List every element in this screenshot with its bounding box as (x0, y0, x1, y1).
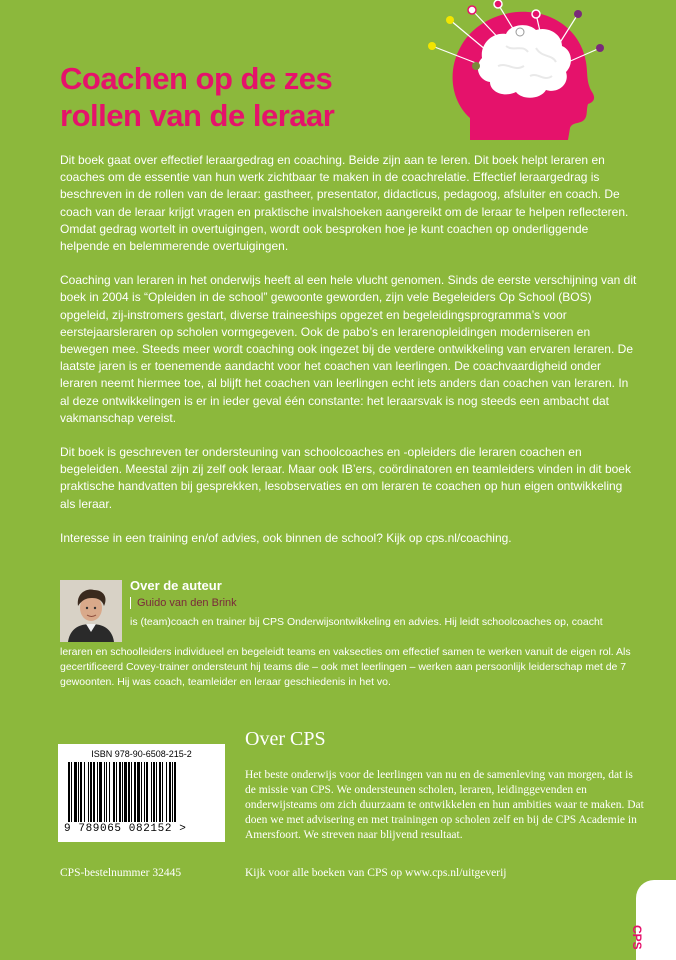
paragraph: Interesse in een training en/of advies, ook binnen de school? Kijk op cps.nl/coaching. (60, 530, 512, 545)
cps-tab-label: CPS (630, 925, 644, 950)
cps-description: Het beste onderwijs voor de leerlingen van nu en de samenleving van morgen, dat is de missie van CPS. We ondersteunen scholen, leraren, leidinggevenden en onderwijsteams om zich duurzaam te ontwikkelen en hun ambities waar te maken. Dat doen we met advisering en met trainingen op scholen zelf en bij de CPS Academie in Amersfoort. We streven naar blijvend resultaat. (245, 769, 644, 841)
author-photo (60, 580, 122, 642)
paragraph: Dit boek is geschreven ter ondersteuning van schoolcoaches en -opleiders die leraren coachen en begeleiden. Meestal zijn zij zelf ook leraar. Maar ook IB’ers, coördinatoren en teamleiders vinden in dit boek praktische handvatten bij gesprekken, lesobservaties en om leraren te coachen op hun eigen ontwikkeling als leraar. (60, 445, 631, 511)
isbn-number: ISBN 978-90-6508-215-2 (91, 749, 192, 759)
paragraph: Dit boek gaat over effectief leraargedrag en coaching. Beide zijn aan te leren. Dit boek helpt leraren en coaches om de essentie van hun werk zichtbaar te maken in de coachrelatie. Effectief leraargedrag is beschreven in de rollen van de leraar: gastheer, presentator, didacticus, pedagoog, afsluiter en coach. De coach van de leraar krijgt vragen en praktische invalshoeken aangereikt om de leraar te helpen reflecteren. Omdat gedrag wortelt in overtuigingen, wordt ook besproken hoe je kunt coachen op onderliggende helpende en belemmerende overtuigingen. (60, 153, 629, 254)
cps-publisher-link: Kijk voor alle boeken van CPS op www.cps.nl/uitgeverij (245, 867, 507, 879)
head-brain-icon (410, 0, 610, 140)
author-bio: is (team)coach en trainer bij CPS Onderwijsontwikkeling en advies. Hij leidt schoolcoaches op, coacht (130, 616, 603, 628)
barcode-bars (68, 762, 216, 824)
author-heading: Over de auteur (130, 578, 222, 593)
cps-heading: Over CPS (245, 728, 326, 750)
paragraph: Coaching van leraren in het onderwijs heeft al een hele vlucht genomen. Sinds de eerste verschijning van dit boek in 2004 is “Opleiden in de school” gewoonte geworden, zijn vele Begeleiders Op School (BOS) opgeleid, zij-instromers gestart, diverse traineeships opgezet en begeleidingsprogramma’s voor eerstejaarsleraren op scholen vormgegeven. Ook de pabo’s en lerarenopleidingen moderniseren en bewegen mee. Steeds meer wordt coaching ook ingezet bij de verdere ontwikkeling van ervaren leraren. De laatste jaren is er toenemende aandacht voor het coachen van leerlingen. De coachvaardigheid onder leraren neemt hiermee toe, al blijft het coachen van leerlingen echt iets anders dan coachen van leraren. In al deze ontwikkelingen is er in ieder geval één constante: het leraarsvak is nog steeds een ambacht dat vakmanschap vereist. (60, 273, 637, 425)
isbn-barcode (58, 744, 225, 842)
author-bio-continued: leraren en schoolleiders individueel en begeleidt teams en vaksecties om effectief samen te werken vanuit de eigen rol. Als gecertificeerd Covey-trainer ondersteunt hij teams die – ook met leerlingen – werken aan persoonlijk leiderschap met de 7 gewoonten. Hij was coach, teamleider en leraar geschiedenis in het vo. (60, 646, 631, 688)
barcode-digits: 9 789065 082152 > (64, 823, 187, 835)
back-cover-body (60, 152, 638, 564)
author-name: Guido van den Brink (130, 597, 237, 609)
order-number: CPS-bestelnummer 32445 (60, 867, 182, 879)
book-title: Coachen op de zes rollen van de leraar (60, 61, 335, 133)
